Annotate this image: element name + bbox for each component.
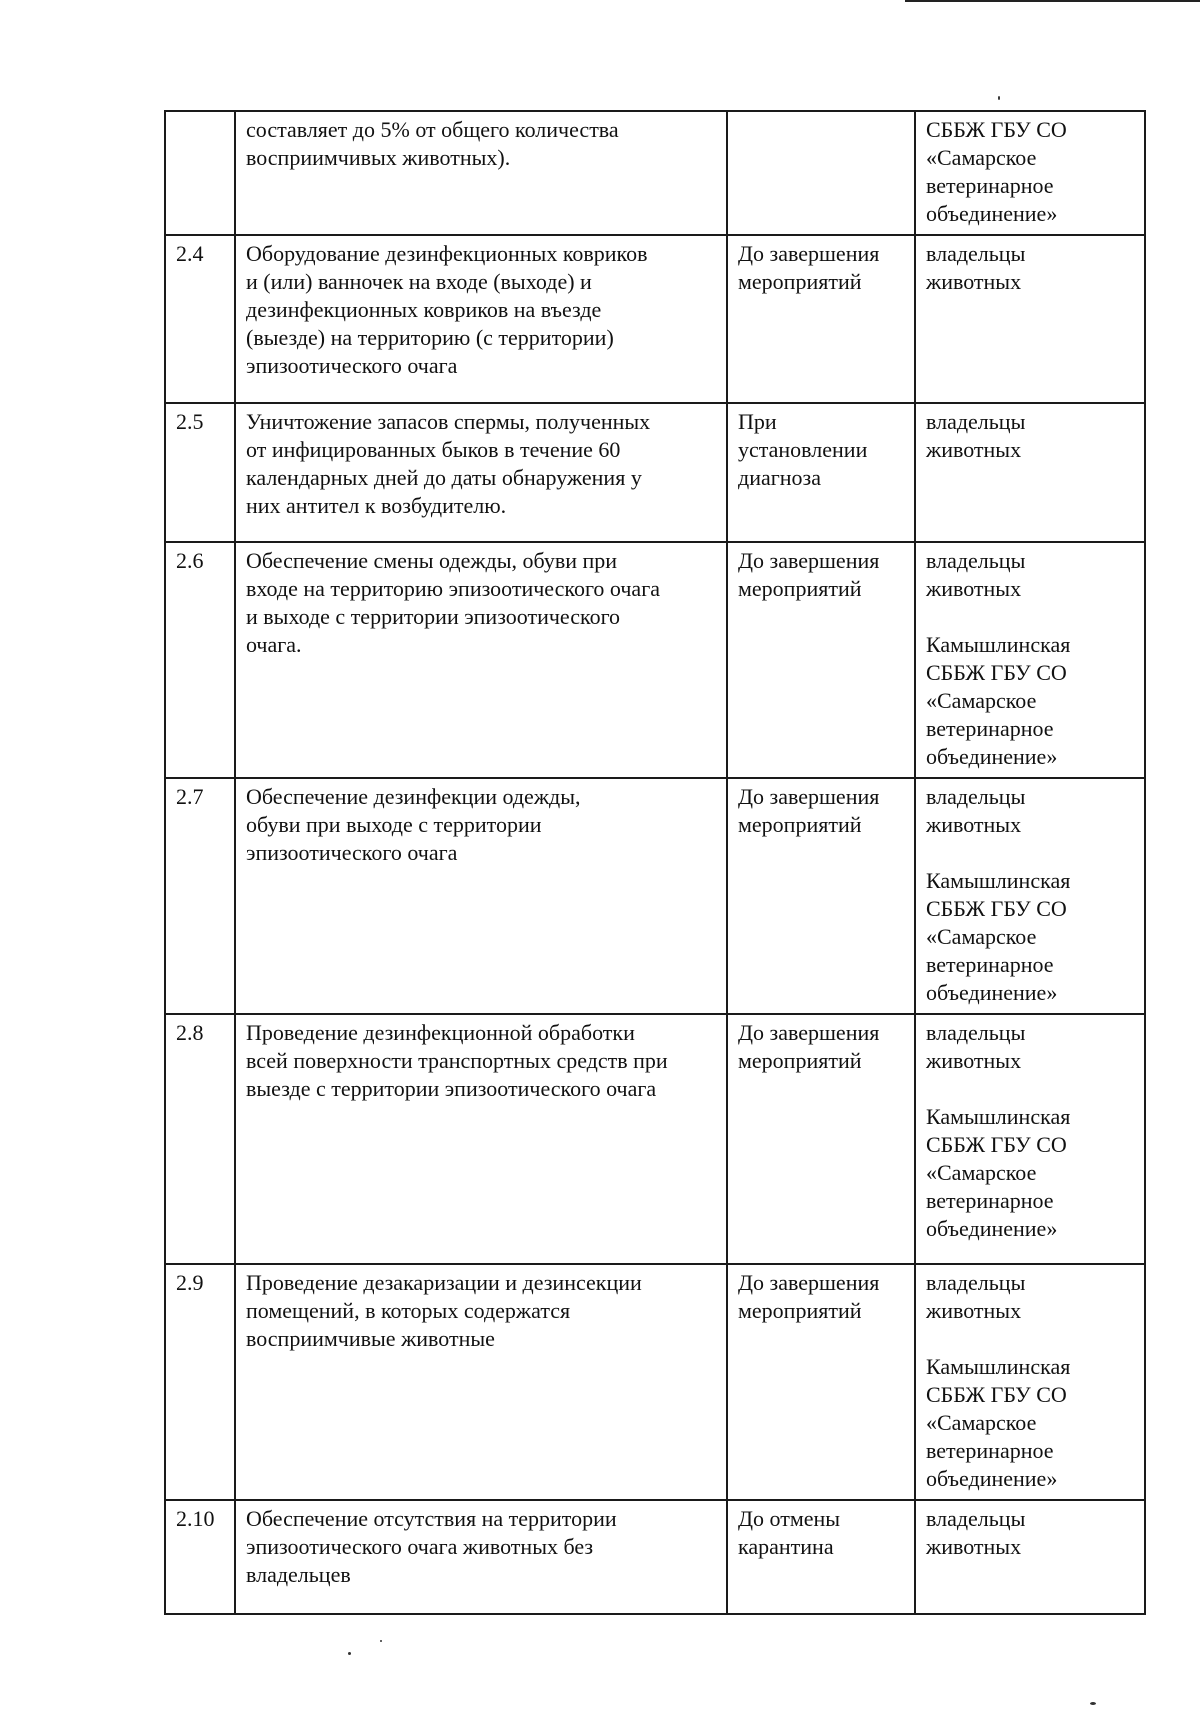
row-number: 2.5 [165,403,235,542]
measure-responsible: владельцы животных Камышлинская СББЖ ГБУ СО «Самарское ветеринарное объединение» [915,778,1145,1014]
table-row [165,403,1145,542]
table-row [165,1264,1145,1500]
measure-description: Уничтожение запасов спермы, полученных от инфицированных быков в течение 60 календарных дней до даты обнаружения у них антител к возбудителю. [235,403,727,542]
measure-description: Обеспечение отсутствия на территории эпизоотического очага животных без владельцев [235,1500,727,1614]
measure-term: До завершения мероприятий [727,1014,915,1264]
row-number: 2.6 [165,542,235,778]
measure-responsible: владельцы животных Камышлинская СББЖ ГБУ СО «Самарское ветеринарное объединение» [915,1014,1145,1264]
measure-term: До завершения мероприятий [727,542,915,778]
measure-responsible: владельцы животных Камышлинская СББЖ ГБУ СО «Самарское ветеринарное объединение» [915,1264,1145,1500]
table-row [165,1500,1145,1614]
measure-term: До завершения мероприятий [727,778,915,1014]
measure-description: Обеспечение смены одежды, обуви при входе на территорию эпизоотического очага и выходе с территории эпизоотического очага. [235,542,727,778]
row-number: 2.10 [165,1500,235,1614]
row-number: 2.4 [165,235,235,403]
measure-responsible: владельцы животных [915,235,1145,403]
table-row [165,778,1145,1014]
row-number: 2.7 [165,778,235,1014]
measures-table [164,110,1146,1615]
table-row [165,235,1145,403]
scan-artifact-dot [380,1640,382,1642]
measure-responsible: СББЖ ГБУ СО «Самарское ветеринарное объединение» [915,111,1145,235]
measure-term: До завершения мероприятий [727,1264,915,1500]
scan-artifact-dot [1090,1702,1096,1705]
measure-term [727,111,915,235]
scan-artifact-dot [998,96,1000,100]
row-number: 2.8 [165,1014,235,1264]
table-row [165,111,1145,235]
row-number [165,111,235,235]
measure-responsible: владельцы животных [915,1500,1145,1614]
measure-description: Проведение дезакаризации и дезинсекции помещений, в которых содержатся восприимчивые животные [235,1264,727,1500]
measure-responsible: владельцы животных [915,403,1145,542]
scan-artifact-line [905,0,1200,2]
measure-term: При установлении диагноза [727,403,915,542]
table-row [165,542,1145,778]
row-number: 2.9 [165,1264,235,1500]
measure-term: До завершения мероприятий [727,235,915,403]
table-row [165,1014,1145,1264]
scan-artifact-dot [348,1652,351,1655]
measure-description: Оборудование дезинфекционных ковриков и (или) ванночек на входе (выходе) и дезинфекционных ковриков на въезде (выезде) на территорию (с территории) эпизоотического очага [235,235,727,403]
measure-term: До отмены карантина [727,1500,915,1614]
measure-responsible: владельцы животных Камышлинская СББЖ ГБУ СО «Самарское ветеринарное объединение» [915,542,1145,778]
measure-description: составляет до 5% от общего количества восприимчивых животных). [235,111,727,235]
measure-description: Обеспечение дезинфекции одежды, обуви при выходе с территории эпизоотического очага [235,778,727,1014]
measure-description: Проведение дезинфекционной обработки всей поверхности транспортных средств при выезде с территории эпизоотического очага [235,1014,727,1264]
